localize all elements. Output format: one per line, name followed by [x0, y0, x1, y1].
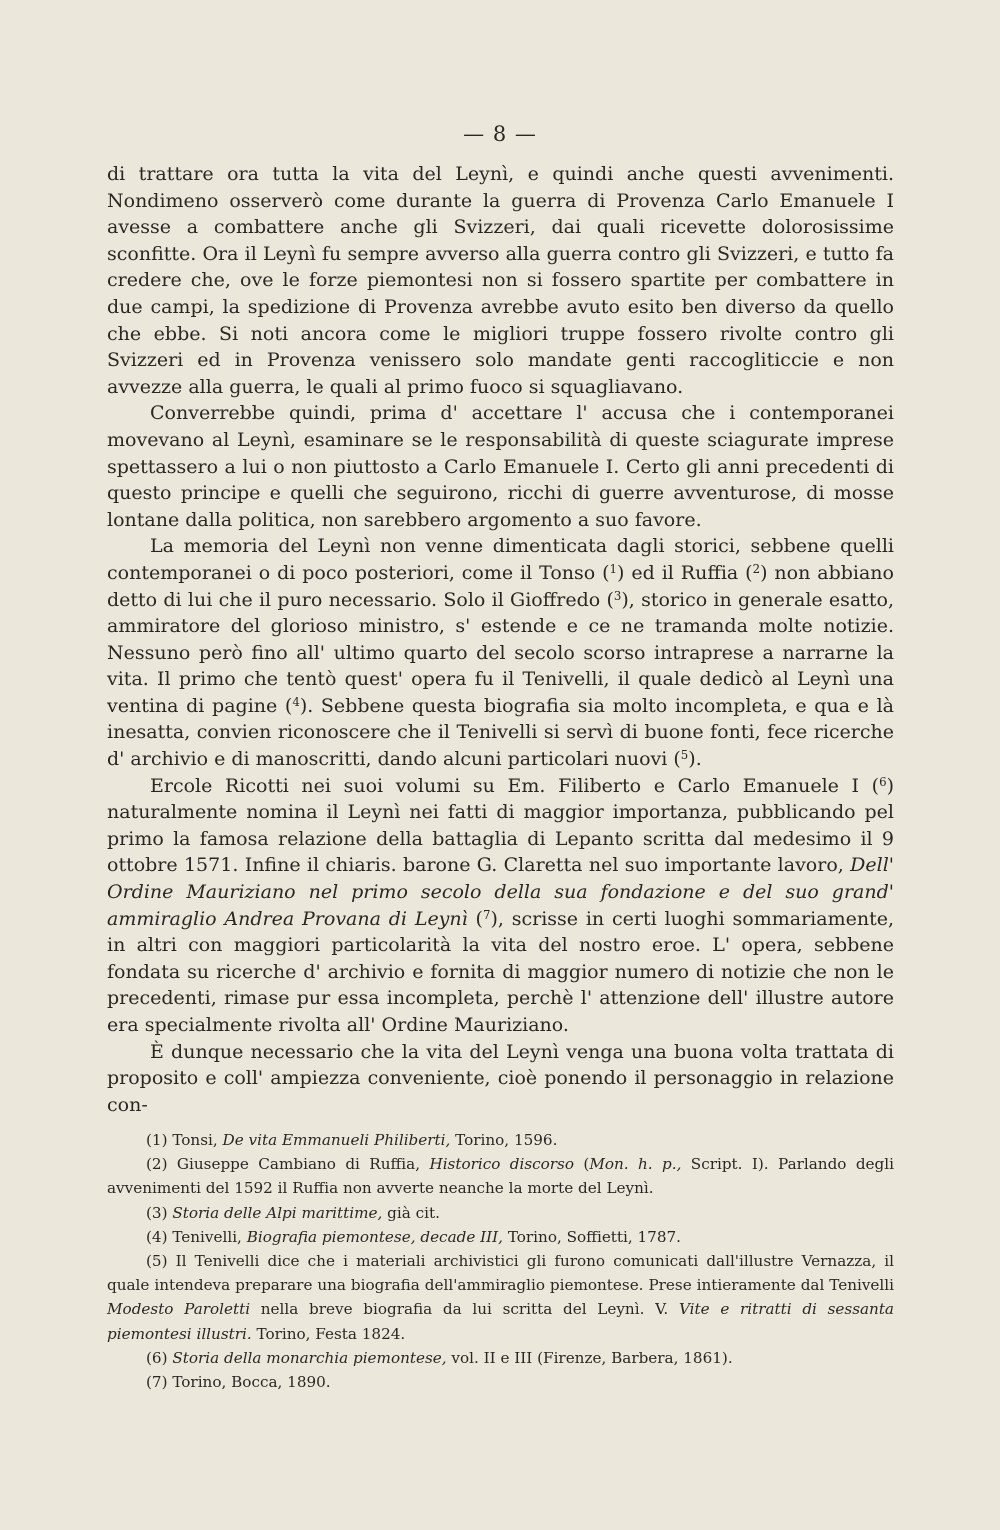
cited-title: Modesto Paroletti: [107, 1300, 251, 1319]
text-run: Tenivelli,: [167, 1227, 247, 1246]
paragraph-3: [107, 533, 894, 772]
text-run: ).: [688, 748, 702, 771]
text-run: (: [573, 1155, 590, 1174]
text-run: Script. I). Parlando degli avvenimenti del 1592 il Ruffia non avverte neanche la morte del Leynì.: [107, 1155, 894, 1198]
cited-title: Storia della monarchia piemontese,: [172, 1348, 447, 1367]
footnote-number: (3): [146, 1203, 168, 1222]
text-run: Tonsi,: [167, 1131, 223, 1149]
footnote-ref: 1: [609, 562, 618, 577]
text-run: Torino, Festa 1824.: [251, 1324, 406, 1343]
footnote-ref: 5: [680, 748, 689, 763]
text-run: (: [467, 907, 483, 930]
book-title: Dell' Ordine Mauriziano nel primo secolo della sua fondazione e del suo grand' ammiraglio Andrea Provana di Leynì: [107, 854, 894, 930]
text-run: ) non abbiano detto di lui che il puro necessario. Solo il Gioffredo (: [107, 561, 894, 611]
paragraph-4: [107, 773, 894, 1039]
footnote-6: [107, 1346, 894, 1370]
page-number: — 8 —: [463, 122, 537, 146]
footnote-7: [107, 1370, 894, 1394]
text-run: vol. II e III (Firenze, Barbera, 1861).: [446, 1348, 733, 1367]
cited-title: Storia delle Alpi marittime,: [172, 1203, 383, 1222]
text-run: ), storico in generale esatto, ammiratore del glorioso ministro, s' estende e ce ne tramanda molte notizie. Nessuno però fino all' ultimo quarto del secolo scorso intraprese a narrarne la vita. Il primo che tentò quest' opera fu il Tenivelli, il quale dedicò al Leynì una ventina di pagine (: [107, 588, 894, 717]
footnote-4: [107, 1225, 894, 1249]
text-run: ). Sebbene questa biografia sia molto incompleta, e qua e là inesatta, convien riconoscere che il Tenivelli si servì di buone fonti, fece ricerche d' archivio e di manoscritti, dando alcuni particolari nuovi (: [107, 694, 894, 771]
footnote-2: [107, 1152, 894, 1200]
footnotes: [107, 1128, 894, 1394]
footnote-ref: 2: [752, 562, 761, 577]
footnote-number: (2): [146, 1155, 168, 1174]
footnote-number: (4): [146, 1227, 168, 1246]
cited-title: Vite e ritratti di sessanta piemontesi illustri.: [107, 1300, 894, 1343]
footnote-ref: 6: [879, 774, 887, 789]
text-run: Giuseppe Cambiano di Ruffia,: [167, 1155, 430, 1174]
footnote-ref: 3: [613, 588, 622, 603]
text-run: La memoria del Leynì non venne dimenticata dagli storici, sebbene quelli contemporanei o di poco posteriori, come il Tonso (: [107, 535, 894, 584]
footnote-3: [107, 1201, 894, 1225]
text-run: Il Tenivelli dice che i materiali archivistici gli furono comunicati dall'illustre Vernazza, il quale intendeva preparare una biografia dell'ammiraglio piemontese. Prese intieramente dal Tenivelli: [107, 1252, 894, 1295]
text-run: già cit.: [382, 1203, 440, 1222]
paragraph-2: Converrebbe quindi, prima d' accettare l' accusa che i contemporanei movevano al Leynì, esaminare se le responsabilità di queste sciagurate imprese spettassero a lui o non piuttosto a Carlo Emanuele I. Certo gli anni precedenti di questo principe e quelli che seguirono, ricchi di guerre avventurose, di mosse lontane dalla politica, non sarebbero argomento a suo favore.: [107, 402, 894, 531]
text-run: Torino, Bocca, 1890.: [167, 1373, 331, 1392]
text-run: Torino, Soffietti, 1787.: [503, 1227, 681, 1246]
cited-title: Historico discorso: [429, 1155, 574, 1174]
footnote-number: (6): [146, 1348, 168, 1367]
text-run: ), scrisse in certi luoghi sommariamente, in altri con maggiori particolarità la vita del nostro eroe. L' opera, sebbene fondata su ricerche d' archivio e fornita di maggior numero di notizie che non le precedenti, rimase pur essa incompleta, perchè l' attenzione dell' illustre autore era specialmente rivolta all' Ordine Mauriziano.: [107, 907, 894, 1036]
text-run: ) naturalmente nomina il Leynì nei fatti di maggior importanza, pubblicando pel primo la famosa relazione della battaglia di Lepanto scritta dal medesimo il 9 ottobre 1571. Infine il chiaris. barone G. Claretta nel suo importante lavoro,: [107, 774, 894, 877]
footnote-5: [107, 1249, 894, 1346]
text-run: Ercole Ricotti nei suoi volumi su Em. Filiberto e Carlo Emanuele I (: [150, 774, 880, 797]
paragraph-5: È dunque necessario che la vita del Leynì venga una buona volta trattata di proposito e coll' ampiezza conveniente, cioè ponendo il personaggio in relazione con-: [107, 1040, 894, 1116]
cited-title: Mon. h. p.,: [589, 1155, 682, 1174]
cited-title: Biografia piemontese, decade III,: [246, 1227, 503, 1246]
text-run: ) ed il Ruffia (: [617, 561, 753, 584]
text-run: Torino, 1596.: [450, 1131, 558, 1149]
footnote-number: (5): [146, 1252, 168, 1271]
footnote-number: (1): [146, 1131, 168, 1149]
footnote-ref: 4: [292, 695, 300, 709]
footnote-1: [107, 1128, 894, 1152]
footnote-ref: 7: [482, 907, 491, 922]
footnote-number: (7): [146, 1373, 168, 1392]
body-text: [107, 161, 894, 1118]
text-run: nella breve biografia da lui scritta del Leynì. V.: [250, 1300, 679, 1319]
cited-title: De vita Emmanueli Philiberti,: [222, 1131, 451, 1149]
paragraph-1: di trattare ora tutta la vita del Leynì, e quindi anche questi avvenimenti. Nondimeno osserverò come durante la guerra di Provenza Carlo Emanuele I avesse a combattere anche gli Svizzeri, dai quali ricevette dolorosissime sconfitte. Ora il Leynì fu sempre avverso alla guerra contro gli Svizzeri, e tutto fa credere che, ove le forze piemontesi non si fossero spartite per combattere in due campi, la spedizione di Provenza avrebbe avuto esito ben diverso da quello che ebbe. Si noti ancora come le migliori truppe fossero rivolte contro gli Svizzeri ed in Provenza venissero solo mandate genti raccogliticcie e non avvezze alla guerra, le quali al primo fuoco si squagliavano.: [107, 163, 894, 398]
